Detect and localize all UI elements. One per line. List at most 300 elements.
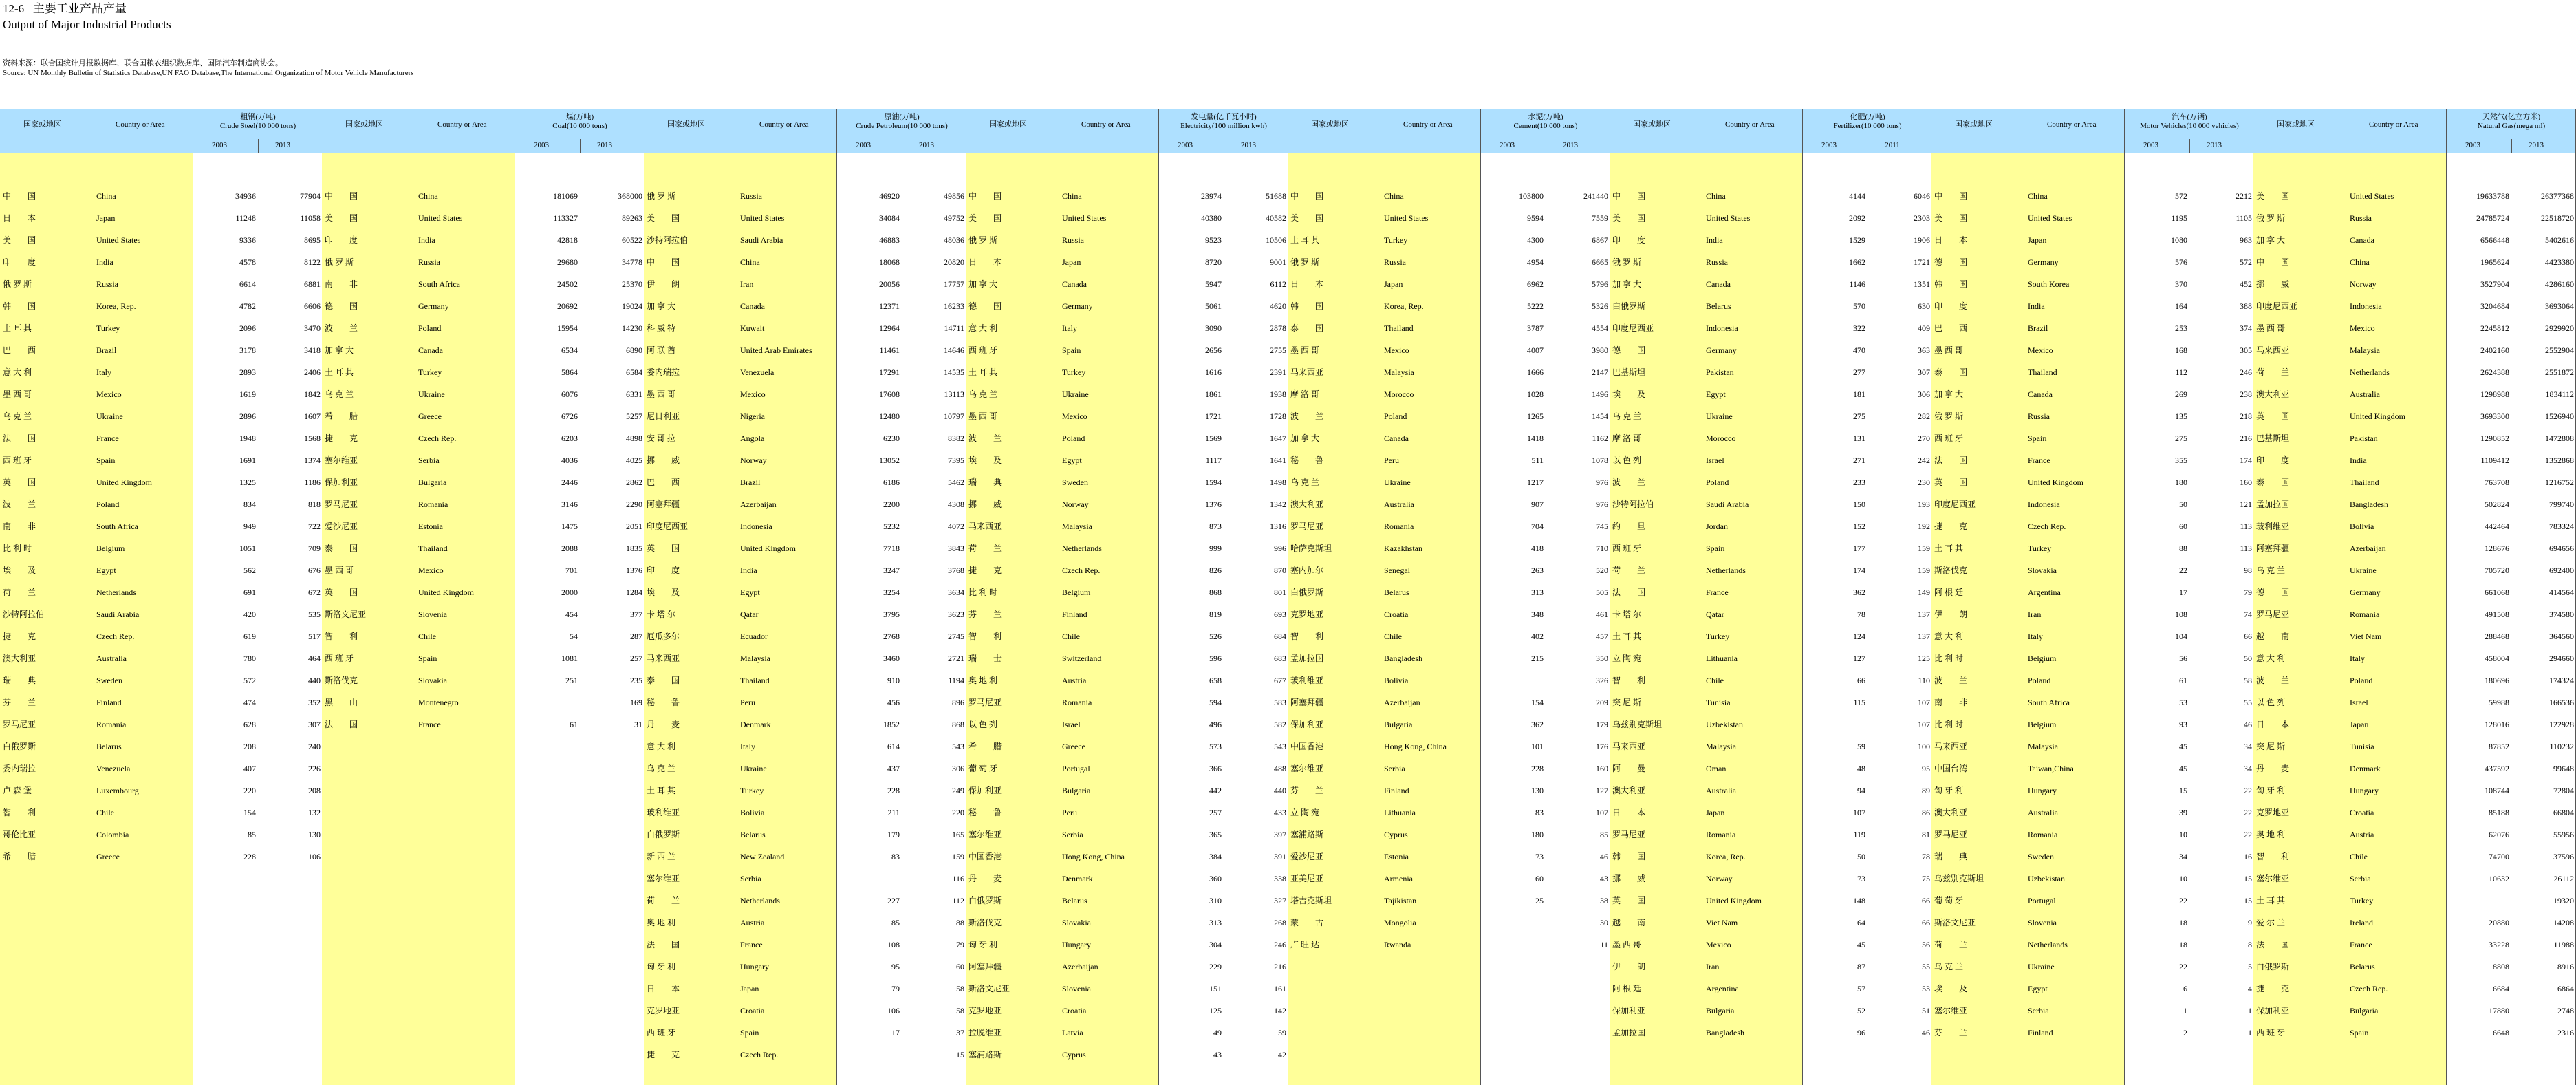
value-year-1: 180696 [2485,676,2509,685]
country-name-en: Azerbaijan [1384,698,1420,707]
value-year-1: 108 [2175,610,2187,619]
value-year-1: 576 [2175,257,2187,267]
table-row [1610,648,1931,670]
country-name-zh: 墨 西 哥 [1612,940,1642,949]
country-name-en: Pakistan [1706,367,1734,377]
country-name-en: United Kingdom [1706,896,1762,905]
country-name-zh: 捷 克 [2256,984,2290,993]
value-year-2: 326 [1596,676,1608,685]
header-country-en-label: Country or Area [1725,120,1775,129]
country-name-zh: 保加利亚 [325,477,358,487]
value-year-2: 683 [1274,654,1286,663]
country-name-en: Denmark [1062,874,1093,883]
country-name-en: Germany [1062,301,1093,311]
table-row [966,868,1288,890]
country-name-en: Austria [1062,676,1087,685]
country-name-en: Canada [418,345,443,355]
value-year-2: 6606 [304,301,321,311]
value-year-2: 26112 [2553,874,2574,883]
value-year-2: 81 [1922,830,1930,839]
country-name-en: Sweden [1062,477,1088,487]
value-year-2: 630 [1918,301,1930,311]
value-year-1: 1217 [1527,477,1544,487]
table-row [0,780,322,802]
value-year-2: 56 [1922,940,1930,949]
country-name-zh: 秘 鲁 [1290,455,1324,465]
country-name-en: Belarus [1062,896,1087,905]
value-year-1: 106 [887,1006,900,1016]
country-name-en: Czech Rep. [96,632,135,641]
country-name-zh: 澳大利亚 [1934,808,1968,817]
table-row [1288,912,1610,934]
country-name-zh: 中 国 [968,191,1002,201]
table-row [1610,956,1931,978]
value-year-2: 60522 [622,235,642,245]
indicator-block-8 [2253,109,2575,1085]
value-year-1: 910 [887,676,900,685]
year-header-1: 2003 [856,141,871,149]
value-year-2: 112 [952,896,964,905]
country-name-en: Mongolia [1384,918,1416,927]
year-header-strip [322,139,644,153]
table-row [966,692,1288,714]
value-year-1: 83 [1535,808,1544,817]
table-row [2253,912,2575,934]
value-year-2: 7395 [948,455,964,465]
country-name-zh: 克罗地亚 [968,1006,1002,1016]
value-year-2: 270 [1918,433,1930,443]
value-year-2: 31 [634,720,642,729]
value-year-2: 543 [952,742,964,751]
value-year-1: 458004 [2485,654,2509,663]
value-year-2: 89 [1922,786,1930,795]
value-year-2: 100 [1918,742,1930,751]
year-header-2: 2013 [1241,141,1256,149]
country-name-zh: 卢 旺 达 [1290,940,1320,949]
value-year-1: 174 [1853,566,1865,575]
country-name-en: Czech Rep. [1062,566,1101,575]
value-year-2: 2551872 [2545,367,2574,377]
country-name-en: Germany [2028,257,2059,267]
country-name-en: Spain [96,455,116,465]
country-name-zh: 智 利 [325,632,358,641]
value-year-2: 368000 [618,191,642,201]
table-row [1610,428,1931,450]
country-name-zh: 土 耳 其 [325,367,354,377]
value-year-1: 3527904 [2480,279,2509,289]
country-name-en: Canada [1062,279,1087,289]
value-year-1: 181 [1853,389,1865,399]
country-name-zh: 马来西亚 [1612,742,1646,751]
country-name-en: Canada [2028,389,2053,399]
country-name-zh: 德 国 [2256,588,2290,597]
table-row [0,670,322,692]
table-row [322,296,644,318]
value-year-2: 14646 [944,345,964,355]
country-name-zh: 沙特阿拉伯 [647,235,689,245]
value-year-1: 73 [1535,852,1544,861]
country-name-zh: 英 国 [1934,477,1968,487]
country-name-zh: 加 拿 大 [1290,433,1320,443]
table-row [0,846,322,868]
table-row [644,560,966,582]
table-row [966,736,1288,758]
country-name-zh: 玻利维亚 [2256,522,2290,531]
value-year-2: 8916 [2557,962,2574,971]
country-name-en: Viet Nam [1706,918,1738,927]
value-year-2: 374580 [2549,610,2574,619]
country-name-en: Belgium [2028,654,2057,663]
country-name-zh: 俄 罗 斯 [968,235,998,245]
indicator-name-en: Crude Petroleum(10 000 tons) [856,122,948,130]
value-year-1: 614 [887,742,900,751]
country-name-zh: 比 利 时 [3,544,32,553]
value-year-1: 52 [1857,1006,1865,1016]
value-year-1: 17 [891,1028,900,1038]
country-name-zh: 阿 曼 [1612,764,1646,773]
value-year-1: 402 [1531,632,1544,641]
header-country-zh-label: 国家或地区 [23,120,61,129]
value-year-1: 1721 [1205,411,1222,421]
country-name-zh: 巴 西 [1934,323,1968,333]
country-name-zh: 俄 罗 斯 [1934,411,1964,421]
table-row [644,340,966,362]
year-header-strip [1610,139,1931,153]
data-rows [1610,186,1931,1044]
country-name-en: Venezuela [96,764,131,773]
value-year-2: 5796 [1592,279,1608,289]
table-row [0,714,322,736]
value-year-2: 174 [2240,455,2252,465]
country-name-zh: 哈萨克斯坦 [1290,544,1332,553]
table-row [1931,318,2253,340]
country-name-en: Indonesia [1706,323,1738,333]
country-name-zh: 智 利 [2256,852,2290,861]
country-name-en: Chile [1384,632,1402,641]
value-year-1: 1265 [1527,411,1544,421]
indicator-block-5 [1288,109,1610,1085]
value-year-2: 106 [308,852,321,861]
indicator-name-zh: 粗钢(万吨) [240,113,276,121]
country-name-en: Azerbaijan [740,499,777,509]
country-name-en: Iran [740,279,754,289]
country-name-zh: 荷 兰 [2256,367,2290,377]
header-indicator [1802,109,1932,140]
country-name-zh: 中 国 [1612,191,1646,201]
value-year-2: 37596 [2553,852,2574,861]
country-name-en: Czech Rep. [418,433,457,443]
country-name-en: Estonia [1384,852,1409,861]
value-year-2: 868 [952,720,964,729]
country-name-en: Norway [1062,499,1089,509]
value-year-2: 2862 [626,477,642,487]
table-row [644,692,966,714]
country-name-zh: 乌 克 兰 [3,411,32,421]
country-name-zh: 厄瓜多尔 [647,632,680,641]
country-name-en: Belgium [2028,720,2057,729]
value-year-2: 26377368 [2541,191,2574,201]
country-name-en: Peru [740,698,755,707]
value-year-1: 562 [243,566,256,575]
value-year-1: 2000 [561,588,578,597]
country-name-zh: 斯洛伐克 [1934,566,1968,575]
value-year-1: 2092 [1849,213,1865,223]
value-year-1: 2896 [239,411,256,421]
table-row [1931,912,2253,934]
value-year-1: 661068 [2485,588,2509,597]
country-name-zh: 美 国 [325,213,358,223]
country-name-en: China [1384,191,1404,201]
table-row [1931,538,2253,560]
country-name-en: France [2028,455,2050,465]
country-name-zh: 斯洛伐克 [325,676,358,685]
country-name-zh: 巴基斯坦 [2256,433,2290,443]
table-row [1931,274,2253,296]
country-name-en: Angola [740,433,765,443]
table-row [644,274,966,296]
table-row [1288,824,1610,846]
value-year-1: 572 [2175,191,2187,201]
country-name-zh: 爱 尔 兰 [2256,918,2286,927]
header-country-en [96,109,193,140]
table-row [644,780,966,802]
value-year-2: 2391 [1270,367,1286,377]
table-row [644,494,966,516]
value-year-2: 66 [2244,632,2252,641]
indicator-name-en: Natural Gas(mega ml) [2477,122,2546,130]
value-year-2: 745 [1596,522,1608,531]
table-row [0,736,322,758]
value-year-1: 88 [2179,544,2187,553]
year-header-strip [1931,139,2253,153]
country-name-en: Azerbaijan [2350,544,2386,553]
source-note-zh: 资料来源：联合国统计月报数据库、联合国粮农组织数据库、国际汽车制造商协会。 [3,59,283,67]
table-row [2253,868,2575,890]
value-year-2: 137 [1918,610,1930,619]
table-row [2253,318,2575,340]
value-year-2: 74 [2244,610,2252,619]
country-name-zh: 俄 罗 斯 [1290,257,1320,267]
table-row [2253,252,2575,274]
country-name-en: Greece [96,852,120,861]
country-name-en: Australia [2028,808,2058,817]
value-year-1: 3787 [1527,323,1544,333]
table-row [966,978,1288,1000]
table-row [966,538,1288,560]
value-year-1: 572 [243,676,256,685]
country-name-zh: 马来西亚 [968,522,1002,531]
table-row [1931,626,2253,648]
country-name-en: Lithuania [1384,808,1416,817]
value-year-2: 220 [952,808,964,817]
value-year-2: 440 [1274,786,1286,795]
value-year-1: 269 [2175,389,2187,399]
country-name-zh: 加 拿 大 [2256,235,2286,245]
country-name-zh: 美 国 [2256,191,2290,201]
country-name-zh: 匈 牙 利 [968,940,998,949]
country-name-zh: 比 利 时 [1934,720,1964,729]
country-name-zh: 芬 兰 [968,610,1002,619]
country-name-en: Romania [418,499,448,509]
country-name-en: India [2028,301,2045,311]
value-year-1: 384 [1209,852,1222,861]
country-name-en: Ukraine [1706,411,1733,421]
value-year-1: 20692 [557,301,578,311]
value-year-1: 362 [1853,588,1865,597]
country-name-en: United States [2350,191,2394,201]
value-year-2: 53 [1922,984,1930,993]
value-year-1: 496 [1209,720,1222,729]
country-name-zh: 法 国 [1934,455,1968,465]
table-row [1931,560,2253,582]
country-name-zh: 荷 兰 [1934,940,1968,949]
value-year-2: 3634 [948,588,964,597]
country-name-zh: 乌兹别克斯坦 [1934,874,1984,883]
country-name-en: Netherlands [1062,544,1102,553]
value-year-2: 15 [956,1050,964,1060]
country-name-zh: 白俄罗斯 [968,896,1002,905]
country-name-zh: 澳大利亚 [3,654,36,663]
value-year-1: 151 [1209,984,1222,993]
value-year-1: 2446 [561,477,578,487]
table-row [322,428,644,450]
value-year-1: 2 [2183,1028,2187,1038]
value-year-1: 5864 [561,367,578,377]
country-name-zh: 澳大利亚 [1290,499,1324,509]
country-name-zh: 泰 国 [1934,367,1968,377]
value-year-2: 30 [1600,918,1608,927]
table-row [0,582,322,604]
value-year-2: 137 [1918,632,1930,641]
value-year-2: 461 [1596,610,1608,619]
value-year-1: 53 [2179,698,2187,707]
value-year-1: 228 [1531,764,1544,773]
country-name-zh: 墨 西 哥 [3,389,32,399]
country-name-en: Bulgaria [1384,720,1413,729]
value-year-1: 570 [1853,301,1865,311]
value-year-1: 366 [1209,764,1222,773]
table-row [644,472,966,494]
value-year-1: 177 [1853,544,1865,553]
table-row [2253,604,2575,626]
value-year-1: 18 [2179,940,2187,949]
country-name-zh: 挪 威 [1612,874,1646,883]
country-name-en: Spain [1706,544,1725,553]
header-indicator [2446,109,2576,140]
value-year-1: 1290852 [2480,433,2509,443]
country-name-en: Taiwan,China [2028,764,2074,773]
country-name-en: Egypt [740,588,760,597]
value-year-1: 10 [2179,874,2187,883]
value-year-1: 50 [2179,499,2187,509]
country-name-zh: 墨 西 哥 [1934,345,1964,355]
country-name-zh: 日 本 [3,213,36,223]
value-year-2: 4554 [1592,323,1608,333]
value-year-1: 119 [1853,830,1865,839]
value-year-2: 3843 [948,544,964,553]
country-name-en: Saudi Arabia [96,610,140,619]
table-row [2253,516,2575,538]
country-name-en: Bangladesh [1384,654,1422,663]
country-name-zh: 中国香港 [968,852,1002,861]
indicator-block-7 [1931,109,2253,1085]
value-year-2: 1 [2248,1006,2252,1016]
value-year-1: 108744 [2485,786,2509,795]
value-year-1: 87852 [2489,742,2509,751]
value-year-2: 6112 [1270,279,1286,289]
value-year-2: 693 [1274,610,1286,619]
value-year-1: 45 [1857,940,1865,949]
country-name-en: Ecuador [740,632,768,641]
value-year-1: 2200 [883,499,900,509]
value-year-1: 19633788 [2476,191,2509,201]
table-row [1610,296,1931,318]
country-name-en: Japan [96,213,116,223]
country-name-zh: 埃 及 [647,588,680,597]
country-name-en: Switzerland [1062,654,1102,663]
table-row [2253,802,2575,824]
indicator-name-en: Cement(10 000 tons) [1513,122,1578,130]
value-year-1: 4300 [1527,235,1544,245]
table-row [644,626,966,648]
country-name-zh: 美 国 [1290,213,1324,223]
country-name-en: Italy [96,367,111,377]
country-name-zh: 白俄罗斯 [2256,962,2290,971]
table-row [2253,582,2575,604]
country-name-en: Peru [1062,808,1077,817]
value-year-1: 288468 [2485,632,2509,641]
indicator-name-en: Crude Steel(10 000 tons) [219,122,296,130]
value-year-1: 79 [891,984,900,993]
value-year-1: 85 [248,830,256,839]
country-name-zh: 英 国 [647,544,680,553]
table-row [644,362,966,384]
country-name-en: Kazakhstan [1384,544,1422,553]
value-year-2: 996 [1274,544,1286,553]
table-row [1931,802,2253,824]
table-row [1610,802,1931,824]
table-row [644,582,966,604]
country-name-zh: 韩 国 [1612,852,1646,861]
value-year-2: 7559 [1592,213,1608,223]
country-name-zh: 捷 克 [647,1050,680,1060]
value-year-1: 164 [2175,301,2187,311]
country-name-zh: 约 旦 [1612,522,1646,531]
table-row [644,670,966,692]
table-row [1288,516,1610,538]
table-row [1288,538,1610,560]
value-year-1: 40380 [1201,213,1222,223]
country-name-zh: 捷 克 [1934,522,1968,531]
value-year-1: 1418 [1527,433,1544,443]
country-name-en: Korea, Rep. [96,301,136,311]
table-row [966,604,1288,626]
country-name-zh: 意 大 利 [647,742,676,751]
value-year-2: 6046 [1914,191,1930,201]
value-year-2: 2745 [948,632,964,641]
value-year-2: 58 [2244,676,2252,685]
header-country-zh [966,109,1062,140]
value-year-1: 1080 [2171,235,2187,245]
country-name-zh: 南 非 [325,279,358,289]
value-year-2: 1078 [1592,455,1608,465]
value-year-1: 263 [1531,566,1544,575]
country-name-en: Sweden [2028,852,2054,861]
country-name-zh: 泰 国 [325,544,358,553]
country-name-en: France [740,940,763,949]
table-row [1931,956,2253,978]
value-year-1: 763708 [2485,477,2509,487]
